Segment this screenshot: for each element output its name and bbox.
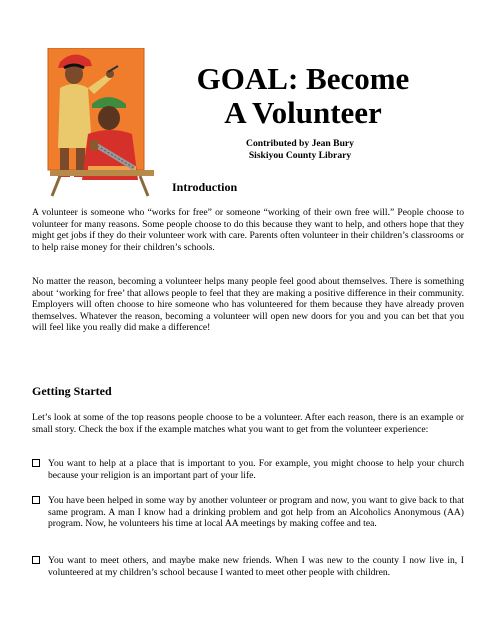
credit-author: Contributed by Jean Bury	[246, 138, 354, 149]
intro-paragraph: A volunteer is someone who “works for free” or someone “working of their own free will.” People choose to volunteer for many reasons. Some people choose to do this because they want to help, and others hope that they might get jobs if they do their volunteer work with care. Parents often volunteer in their children’s classrooms or to help raise money for their children’s schools.	[32, 207, 464, 253]
credit-block	[200, 138, 400, 162]
getting-started-paragraph: Let’s look at some of the top reasons people choose to be a volunteer. After each reason, there is an example or small story. Check the box if the example matches what you want to get from the volunteer experience:	[32, 412, 464, 435]
checklist-item-1	[32, 458, 464, 481]
checkbox[interactable]	[32, 556, 40, 564]
checklist-item-3	[32, 555, 464, 578]
page-title	[168, 62, 438, 130]
checklist-item-text: You want to help at a place that is important to you. For example, you might choose to help your church because your religion is an important part of your life.	[48, 458, 464, 481]
volunteers-clipart	[30, 48, 160, 198]
credit-source: Siskiyou County Library	[248, 150, 352, 161]
checkbox[interactable]	[32, 459, 40, 467]
title-line-2: A Volunteer	[224, 95, 382, 130]
checklist-item-text: You want to meet others, and maybe make new friends. When I was new to the county I now live in, I volunteered at my children’s school because I wanted to meet other people with children.	[48, 555, 464, 578]
reason-paragraph: No matter the reason, becoming a volunteer helps many people feel good about themselves. There is something about ‘working for free’ that allows people to feel that they are making a positive difference in their community. Employers will often choose to hire someone who has volunteered for them because they have already proven themselves. Whatever the reason, becoming a volunteer will open new doors for you and you can bet that you will feel like you really did make a difference!	[32, 276, 464, 334]
checkbox[interactable]	[32, 496, 40, 504]
checklist-item-text: You have been helped in some way by another volunteer or program and now, you want to give back to that same program. A man I know had a drinking problem and got help from an Alcoholics Anonymous (AA) program. Now, he volunteers his time at local AA meetings by making coffee and tea.	[48, 495, 464, 530]
intro-heading: Introduction	[172, 180, 238, 194]
title-line-1: GOAL: Become	[196, 61, 410, 96]
checklist-item-2	[32, 495, 464, 530]
getting-started-heading: Getting Started	[32, 384, 112, 398]
